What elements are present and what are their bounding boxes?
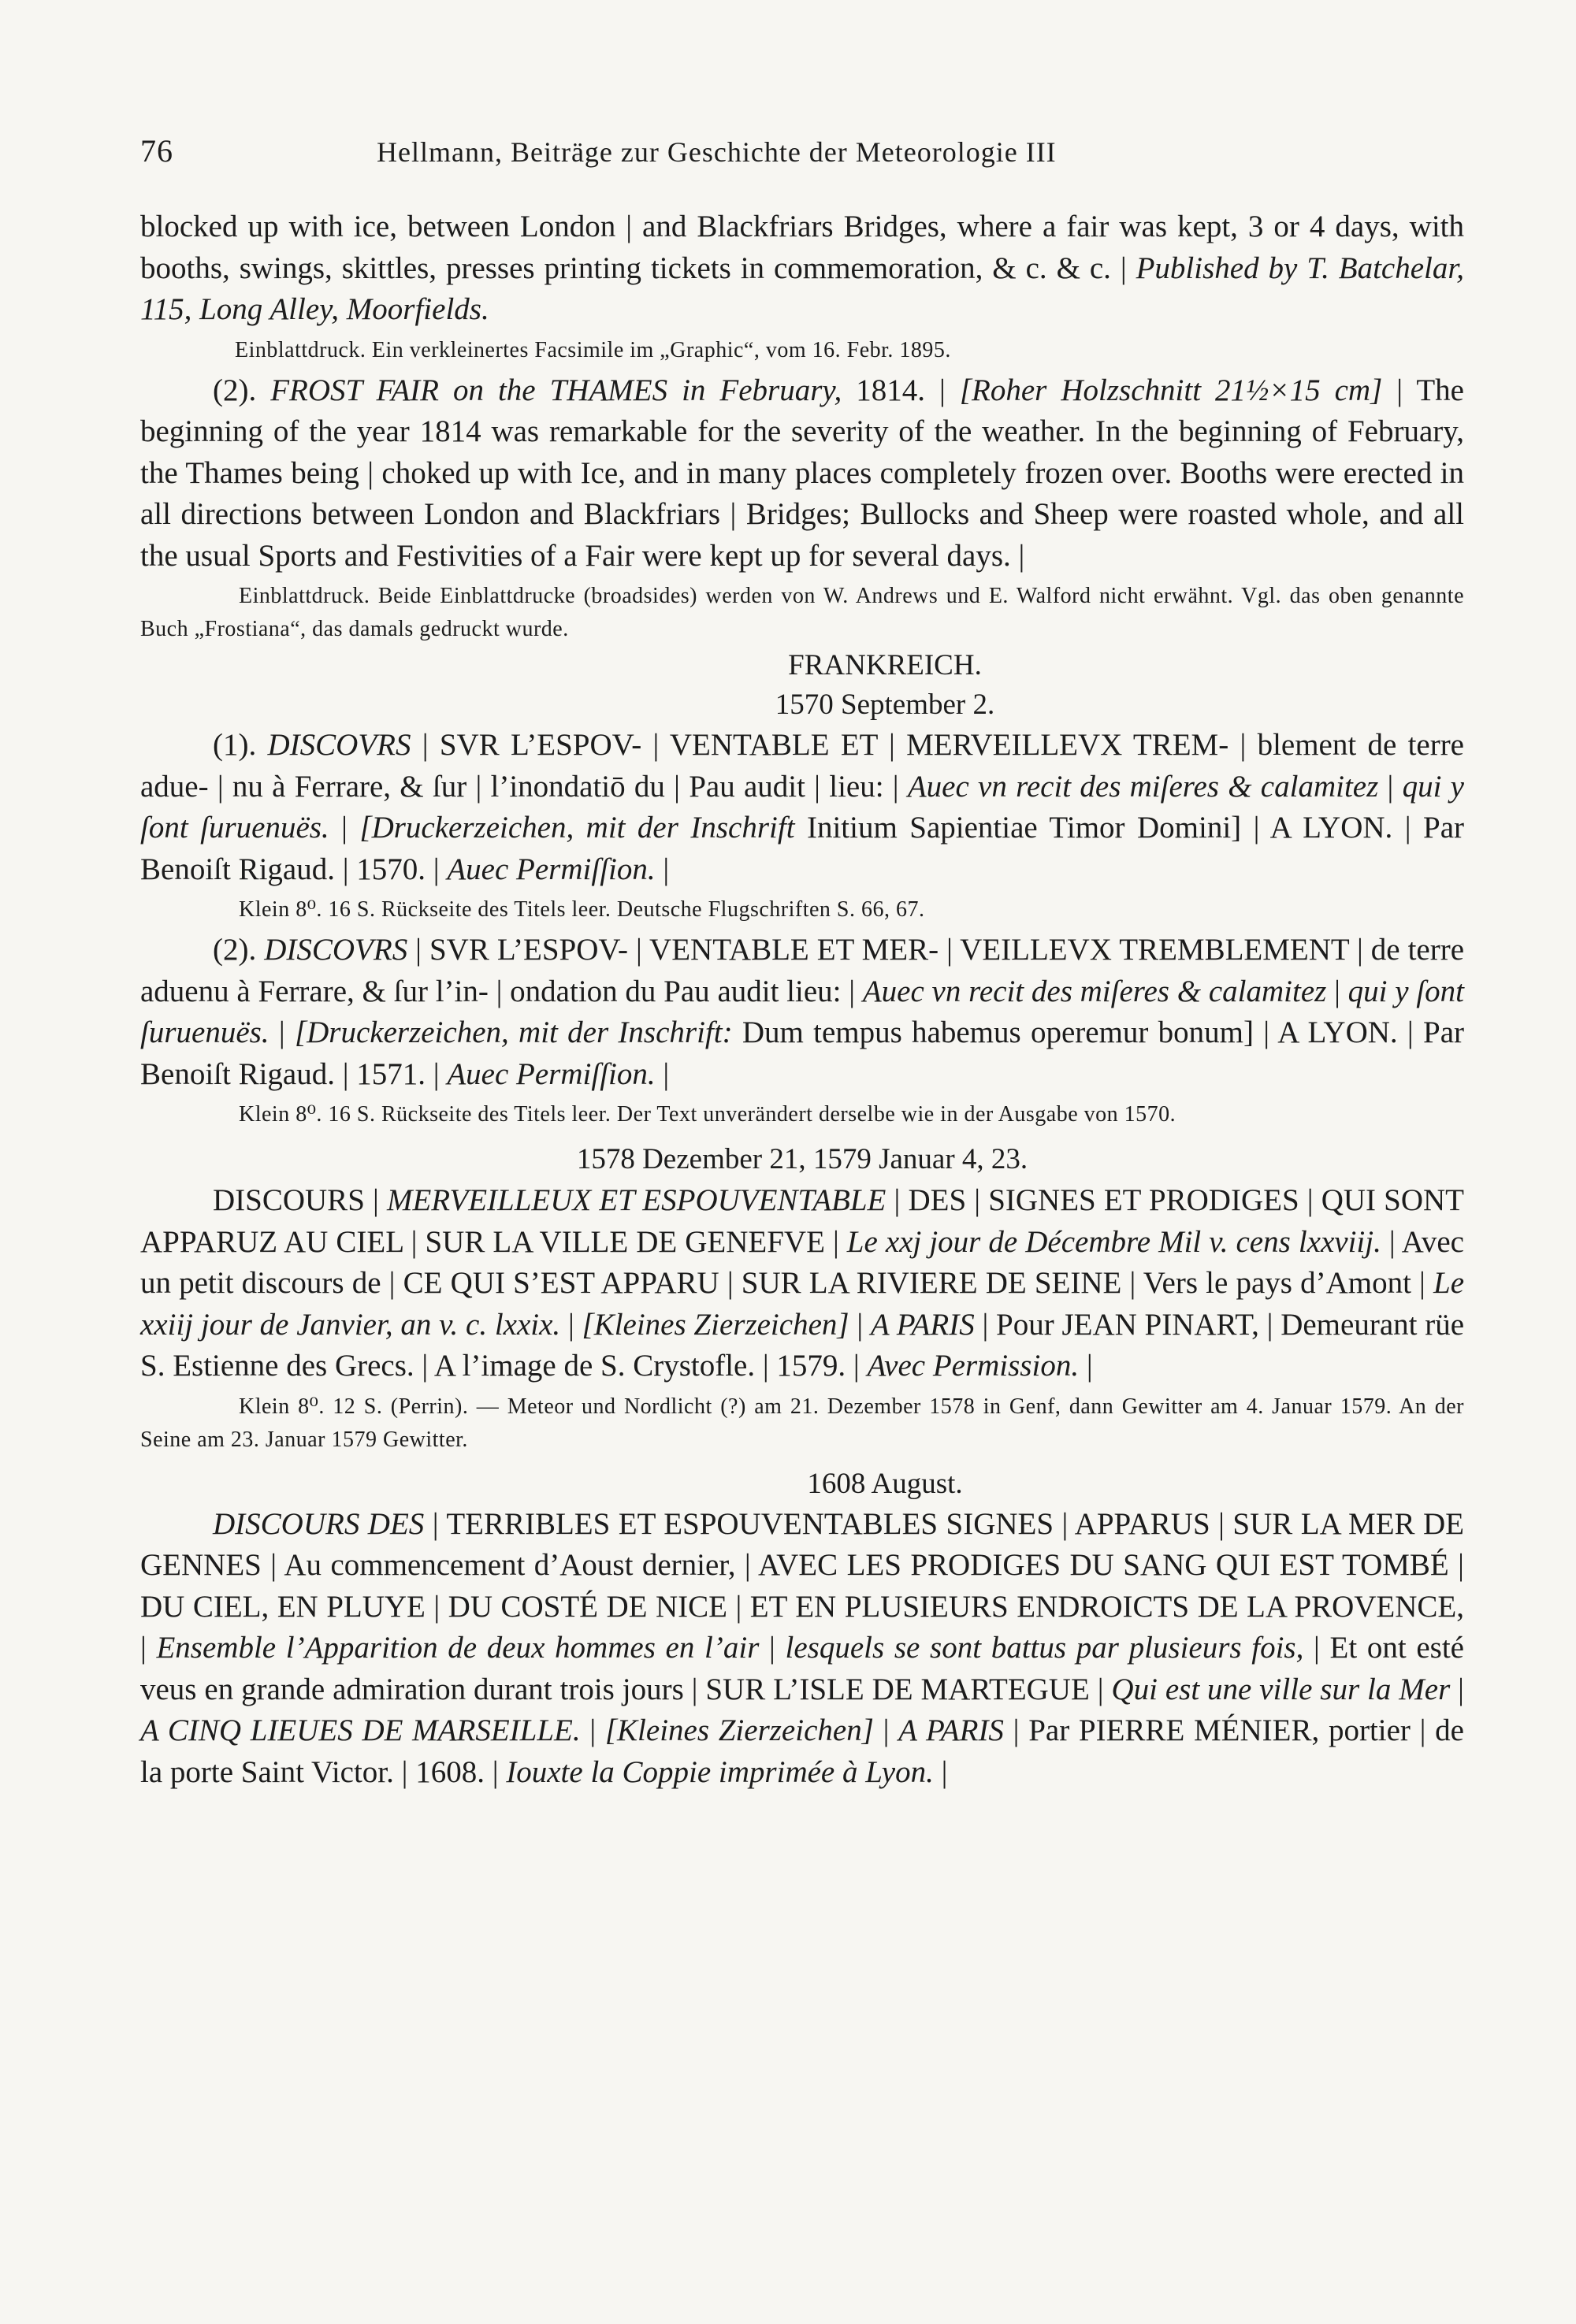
page-number: 76 xyxy=(140,133,173,169)
entry-discours-1608: DISCOURS DES | TERRIBLES ET ESPOUVENTABLES SIGNES | APPARUS | SUR LA MER DE GENNES | Au commencement d’Aoust dernier, | AVEC LES PRODIGES DU SANG QUI EST TOMBÉ | DU CIEL, EN PLUYE | DU COSTÉ DE NICE | ET EN PLUSIEURS ENDROICTS DE LA PROVENCE, | Ensemble l’Apparition de deux hommes en l’air | lesquels se sont battus par plusieurs fois, | Et ont esté veus en grande admiration durant trois jours | SUR L’ISLE DE MARTEGUE | Qui est une ville sur la Mer | A CINQ LIEUES DE MARSEILLE. | [Kleines Zierzeichen] | A PARIS | Par PIERRE MÉNIER, portier | de la porte Saint Victor. | 1608. | Iouxte la Coppie imprimée à Lyon. | xyxy=(140,1506,1464,1789)
note-1: Einblattdruck. Ein verkleinertes Facsimile im „Graphic“, vom 16. Febr. 1895. xyxy=(235,337,951,362)
section-heading: FRANKREICH. xyxy=(788,649,982,681)
note-2: Einblattdruck. Beide Einblattdrucke (broadsides) werden von W. Andrews und E. Walford nicht erwähnt. Vgl. das oben genannte Buch „Frostiana“, das damals gedruckt wurde. xyxy=(140,584,1464,641)
entry-discours-1579: DISCOURS | MERVEILLEUX ET ESPOUVENTABLE | DES | SIGNES ET PRODIGES | QUI SONT APPARUZ AU CIEL | SUR LA VILLE DE GENEFVE | Le xxj jour de Décembre Mil v. cens lxxviij. | Avec un petit discours de | CE QUI S’EST APPARU | SUR LA RIVIERE DE SEINE | Vers le pays d’Amont | Le xxiij jour de Janvier, an v. c. lxxix. | [Kleines Zierzeichen] | A PARIS | Pour JEAN PINART, | Demeurant rüe S. Estienne des Grecs. | A l’image de S. Crystofle. | 1579. | Avec Permission. | xyxy=(140,1183,1465,1383)
date-heading-1608: 1608 August. xyxy=(807,1467,963,1500)
date-heading-1578: 1578 Dezember 21, 1579 Januar 4, 23. xyxy=(576,1143,1028,1175)
entry-frost-fair: (2). FROST FAIR on the THAMES in February, 1814. | [Roher Holzschnitt 21½×15 cm] | The beginning of the year 1814 was remarkable for the severity of the weather. In the beginning of February, the Thames being | choked up with Ice, and in many places completely frozen over. Booths were erected in all directions between London and Blackfriars | Bridges; Bullocks and Sheep were roasted whole, and all the usual Sports and Festivities of a Fair were kept up for several days. | xyxy=(140,373,1464,573)
running-title: Hellmann, Beiträge zur Geschichte der Meteorologie III xyxy=(377,136,1057,168)
note-1579: Klein 8⁰. 12 S. (Perrin). — Meteor und Nordlicht (?) am 21. Dezember 1578 in Genf, dann Gewitter am 4. Januar 1579. An der Seine am 23. Januar 1579 Gewitter. xyxy=(140,1394,1464,1452)
date-heading-1570: 1570 September 2. xyxy=(775,689,995,721)
page-body xyxy=(140,206,1464,1793)
note-1570: Klein 8⁰. 16 S. Rückseite des Titels leer. Deutsche Flugschriften S. 66, 67. xyxy=(239,897,925,922)
entry-discovrs-1570: (1). DISCOVRS | SVR L’ESPOV- | VENTABLE ET | MERVEILLEVX TREM- | blement de terre adue- | nu à Ferrare, & ſur | l’inondatiō du | Pau audit | lieu: | Auec vn recit des miſeres & calamitez | qui y ſont ſuruenuës. | [Druckerzeichen, mit der Inschrift Initium Sapientiae Timor Domini] | A LYON. | Par Benoiſt Rigaud. | 1570. | Auec Permiſſion. | xyxy=(140,728,1464,886)
paragraph-1: blocked up with ice, between London | and Blackfriars Bridges, where a fair was kept, 3 or 4 days, with booths, swings, skittles, presses printing tickets in commemoration, & c. & c. | Published by T. Batchelar, 115, Long Alley, Moorfields. xyxy=(140,210,1464,326)
note-1571: Klein 8⁰. 16 S. Rückseite des Titels leer. Der Text unverändert derselbe wie in der Ausgabe von 1570. xyxy=(239,1102,1176,1127)
entry-discovrs-1571: (2). DISCOVRS | SVR L’ESPOV- | VENTABLE ET MER- | VEILLEVX TREMBLEMENT | de terre aduenu à Ferrare, & ſur l’in- | ondation du Pau audit lieu: | Auec vn recit des miſeres & calamitez | qui y ſont ſuruenuës. | [Druckerzeichen, mit der Inschrift: Dum tempus habemus operemur bonum] | A LYON. | Par Benoiſt Rigaud. | 1571. | Auec Permiſſion. | xyxy=(140,933,1465,1091)
